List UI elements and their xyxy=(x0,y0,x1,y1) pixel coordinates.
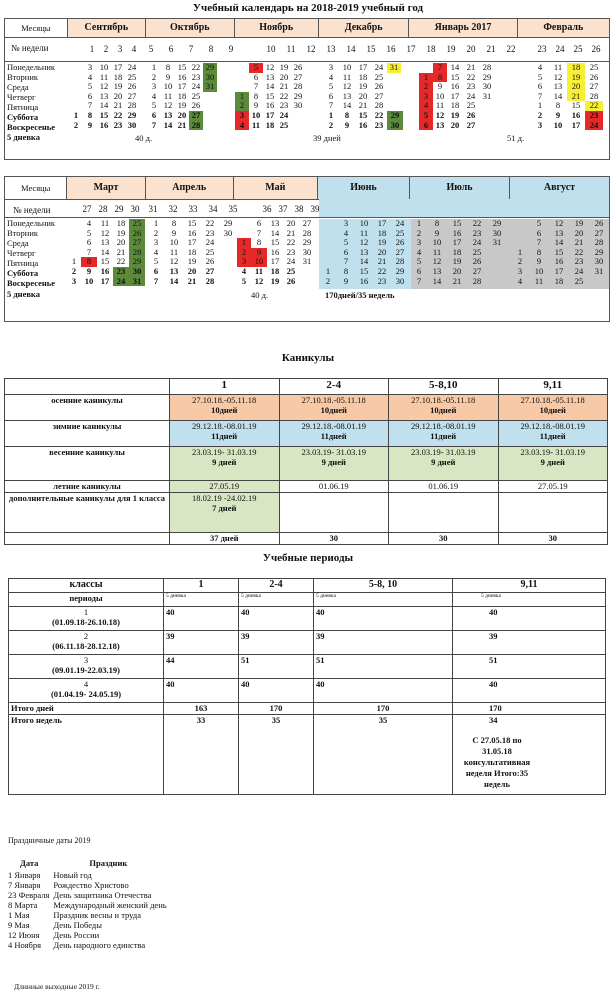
month-days-november: 5 12 19 26 6 13 20 27 7 14 21 28 1 8 15 22 29 2 9 16 23 30 3 10 17 24 4 11 18 25 xyxy=(235,63,305,130)
day-label: Вторник xyxy=(7,72,38,82)
long-weekends-label: Длинные выходные 2019 г. xyxy=(14,982,100,991)
month-days-october: 1 8 15 22 29 2 9 16 23 30 3 10 17 24 31 4 11 18 25 5 12 19 26 6 13 20 27 7 14 21 28 xyxy=(147,63,217,130)
holidays-cell: 29.12.18.-08.01.19 11дней xyxy=(498,421,608,447)
holidays-row-label: осенние каникулы xyxy=(5,395,170,421)
period-value: 40 xyxy=(164,679,239,703)
holidays-total: 37 дней xyxy=(170,533,280,545)
holidays-total: 30 xyxy=(279,533,389,545)
date-col-header: Дата xyxy=(20,858,39,868)
holidays-cell: 27.10.18.-05.11.18 10дней xyxy=(498,395,608,421)
month-header: Апрель xyxy=(146,177,234,199)
period-value: 39 xyxy=(314,631,453,655)
period-value: 44 xyxy=(164,655,239,679)
day-label: Суббота xyxy=(7,268,39,278)
holiday-name: Международный женский день xyxy=(53,900,167,910)
holidays-cell: 27.10.18.-05.11.18 10дней xyxy=(389,395,499,421)
month-days-april: 1 8 15 22 29 2 9 16 23 30 3 10 17 24 4 11 18 25 5 12 19 26 6 13 20 27 7 14 21 28 xyxy=(153,218,233,286)
month-days-june: 3 10 17 24 4 11 18 25 5 12 19 26 6 13 20 27 7 14 21 28 1 8 15 22 29 2 9 16 23 30 xyxy=(319,219,411,289)
periods-subheader: 5 дневка xyxy=(164,593,239,607)
holidays-col-header: 2-4 xyxy=(279,379,389,395)
period-value: 40 xyxy=(239,679,314,703)
holidays-cell: 27.05.19 xyxy=(498,481,608,493)
holiday-date: 4 Ноября xyxy=(8,940,41,950)
holiday-name: День Победы xyxy=(53,920,102,930)
periods-col-header: 5-8, 10 xyxy=(314,579,453,593)
periods-table xyxy=(8,578,606,795)
calendar-spring-summer xyxy=(4,176,610,322)
period-value: 39 xyxy=(164,631,239,655)
month-header: Май xyxy=(234,177,318,199)
holiday-dates-title: Праздничные даты 2019 xyxy=(8,836,91,845)
month-header: Октябрь xyxy=(146,19,234,37)
period-value: 40 xyxy=(239,607,314,631)
month-header: Июнь xyxy=(318,177,410,199)
holidays-cell: 27.05.19 xyxy=(170,481,280,493)
periods-subheader: 5 дневка xyxy=(239,593,314,607)
period-row-label: 2 (06.11.18-28.12.18) xyxy=(9,631,164,655)
month-header: Февраль xyxy=(518,19,609,37)
holidays-cell: 23.03.19- 31.03.19 9 дней xyxy=(498,447,608,481)
holiday-date: 23 Февраля xyxy=(8,890,50,900)
holiday-name: Праздник весны и труда xyxy=(53,910,141,920)
holidays-col-header: 1 xyxy=(170,379,280,395)
day-label: Понедельник xyxy=(7,62,56,72)
month-header: Январь 2017 xyxy=(409,19,517,37)
period-value: 40 xyxy=(453,679,606,703)
holidays-col-header: 9,11 xyxy=(498,379,608,395)
month-days-december: 3 10 17 24 31 4 11 18 25 5 12 19 26 6 13 20 27 7 14 21 28 1 8 15 22 29 2 9 16 23 30 xyxy=(323,63,403,130)
periods-subheader: 5 дневка xyxy=(314,593,453,607)
months-label: Месяцы xyxy=(5,177,67,199)
week-numbers: 1 2 3 4 5 6 7 8 9 10 11 12 13 14 15 16 17 18 19 20 21 22 xyxy=(89,44,516,54)
total-days-value: 163 xyxy=(164,703,239,715)
classes-label: классы xyxy=(9,579,164,593)
holidays-row-label: весенние каникулы xyxy=(5,447,170,481)
month-days-march: 4 11 18 25 5 12 19 26 6 13 20 27 7 14 21 28 1 8 15 22 29 2 9 16 23 30 3 10 17 24 31 xyxy=(67,219,145,286)
total-days-value: 170 xyxy=(239,703,314,715)
holiday-name: День России xyxy=(53,930,100,940)
holidays-cell: 27.10.18.-05.11.18 10дней xyxy=(279,395,389,421)
total-days-value: 170 xyxy=(453,703,606,715)
period-value: 40 xyxy=(453,607,606,631)
day-label: Четверг xyxy=(7,92,36,102)
holiday-date: 9 Мая xyxy=(8,920,30,930)
summer-week-band xyxy=(319,199,609,217)
day-label: Вторник xyxy=(7,228,38,238)
day-label: Пятница xyxy=(7,258,39,268)
month-days-july: 1 8 15 22 29 2 9 16 23 30 3 10 17 24 31 4 11 18 25 5 12 19 26 6 13 20 27 7 14 21 28 xyxy=(411,219,511,289)
periods-title: Учебные периоды xyxy=(262,552,354,564)
day-label: Воскресенье xyxy=(7,278,56,288)
holidays-cell xyxy=(498,493,608,533)
holiday-name: Рождество Христово xyxy=(53,880,129,890)
month-header: Март xyxy=(67,177,145,199)
holidays-cell: 23.03.19- 31.03.19 9 дней xyxy=(389,447,499,481)
week-numbers-feb: 23 24 25 26 xyxy=(537,44,601,54)
total-days-label: Итого дней xyxy=(9,703,164,715)
holidays-row-label: дополнительные каникулы для 1 класса xyxy=(5,493,170,533)
period-value: 39 xyxy=(239,631,314,655)
months-label: Месяцы xyxy=(5,19,68,37)
holiday-name: День защитника Отечества xyxy=(53,890,152,900)
five-day-label: 5 дневка xyxy=(7,289,40,299)
month-days-august: 5 12 19 26 6 13 20 27 7 14 21 28 1 8 15 22 29 2 9 16 23 30 3 10 17 24 31 4 11 18 25 xyxy=(511,219,609,289)
period-value: 39 xyxy=(453,631,606,655)
month-days-january: 7 14 21 28 1 8 15 22 29 2 9 16 23 30 3 10 17 24 31 4 11 18 25 5 12 19 26 6 13 20 27 xyxy=(419,63,495,130)
total-weeks-cell xyxy=(453,715,606,795)
holiday-date: 12 Июня xyxy=(8,930,40,940)
period-value: 40 xyxy=(164,607,239,631)
total-weeks-value: 35 xyxy=(314,715,453,795)
holidays-col-header: 5-8,10 xyxy=(389,379,499,395)
month-header: Июль xyxy=(410,177,510,199)
month-days-february: 4 11 18 25 5 12 19 26 6 13 20 27 7 14 21 28 1 8 15 22 2 9 16 23 3 10 17 24 xyxy=(531,63,603,130)
total-days-value: 170 xyxy=(314,703,453,715)
periods-subheader: 5 дневка xyxy=(453,593,606,607)
total-spring: 51 д. xyxy=(507,133,525,143)
weeks-label: № недели xyxy=(11,43,49,53)
month-days-may: 6 13 20 27 7 14 21 28 1 8 15 22 29 2 9 16 23 30 3 10 17 24 31 4 11 18 25 5 12 19 26 xyxy=(237,219,315,286)
holidays-cell xyxy=(389,493,499,533)
holidays-cell: 01.06.19 xyxy=(279,481,389,493)
page-title: Учебный календарь на 2018-2019 учебный год xyxy=(192,2,424,14)
day-label: Пятница xyxy=(7,102,39,112)
periods-col-header: 9,11 xyxy=(453,579,606,593)
period-value: 51 xyxy=(239,655,314,679)
periods-col-header: 1 xyxy=(164,579,239,593)
month-header: Сентябрь xyxy=(68,19,146,37)
holidays-row-label: летние каникулы xyxy=(5,481,170,493)
holidays-row-label: зимние каникулы xyxy=(5,421,170,447)
five-day-label: 5 дневка xyxy=(7,132,40,142)
holiday-col-header: Праздник xyxy=(89,858,128,868)
holidays-cell: 23.03.19- 31.03.19 9 дней xyxy=(170,447,280,481)
day-label: Среда xyxy=(7,238,29,248)
total-winter: 39 дней xyxy=(313,133,341,143)
period-value: 40 xyxy=(314,679,453,703)
month-header: Ноябрь xyxy=(235,19,319,37)
total-autumn: 40 д. xyxy=(135,133,153,143)
holidays-cell: 29.12.18.-08.01.19 11дней xyxy=(170,421,280,447)
holidays-cell: 18.02.19 -24.02.19 7 дней xyxy=(170,493,280,533)
holidays-cell: 23.03.19- 31.03.19 9 дней xyxy=(279,447,389,481)
month-days-september: 3 10 17 24 4 11 18 25 5 12 19 26 6 13 20 27 7 14 21 28 1 8 15 22 29 2 9 16 23 30 xyxy=(73,62,137,130)
total-weeks-value: 34 xyxy=(489,715,498,725)
holiday-date: 8 Марта xyxy=(8,900,38,910)
holiday-date: 1 Мая xyxy=(8,910,30,920)
total-weeks-label: Итого недель xyxy=(9,715,164,795)
week-numbers: 27 28 29 30 31 32 33 34 35 36 37 38 39 xyxy=(82,204,320,214)
holidays-total: 30 xyxy=(389,533,499,545)
month-header: Август xyxy=(510,177,609,199)
weeks-label: № недели xyxy=(13,205,51,215)
day-label: Суббота xyxy=(7,112,39,122)
period-value: 51 xyxy=(314,655,453,679)
holidays-table xyxy=(4,378,608,545)
period-value: 51 xyxy=(453,655,606,679)
holidays-cell: 01.06.19 xyxy=(389,481,499,493)
holiday-date: 7 Января xyxy=(8,880,41,890)
periods-label: периоды xyxy=(9,593,164,607)
holiday-name: Новый год xyxy=(53,870,92,880)
total-weeks-value: 35 xyxy=(239,715,314,795)
period-row-label: 3 (09.01.19-22.03.19) xyxy=(9,655,164,679)
total-spring-term: 40 д. xyxy=(251,290,269,300)
holidays-cell: 29.12.18.-08.01.19 11дней xyxy=(389,421,499,447)
month-header: Декабрь xyxy=(319,19,409,37)
calendar-autumn-winter xyxy=(4,18,610,160)
holidays-cell: 29.12.18.-08.01.19 11дней xyxy=(279,421,389,447)
holidays-cell: 27.10.18.-05.11.18 10дней xyxy=(170,395,280,421)
day-label: Четверг xyxy=(7,248,36,258)
periods-col-header: 2-4 xyxy=(239,579,314,593)
holiday-dates-table xyxy=(8,858,171,950)
total-weeks-value: 33 xyxy=(164,715,239,795)
holidays-title: Каникулы xyxy=(281,352,335,364)
holidays-total: 30 xyxy=(498,533,608,545)
day-label: Среда xyxy=(7,82,29,92)
total-year: 170дней/35 недель xyxy=(325,290,395,300)
period-value: 40 xyxy=(314,607,453,631)
consult-week-note: С 27.05.18 по 31.05.18 консультативная неделя Итого:35 недель xyxy=(463,735,531,789)
holiday-name: День народного единства xyxy=(53,940,146,950)
day-label: Понедельник xyxy=(7,218,56,228)
day-label: Воскресенье xyxy=(7,122,56,132)
period-row-label: 1 (01.09.18-26.10.18) xyxy=(9,607,164,631)
holiday-date: 1 Января xyxy=(8,870,41,880)
period-row-label: 4 (01.04.19- 24.05.19) xyxy=(9,679,164,703)
holidays-cell xyxy=(279,493,389,533)
